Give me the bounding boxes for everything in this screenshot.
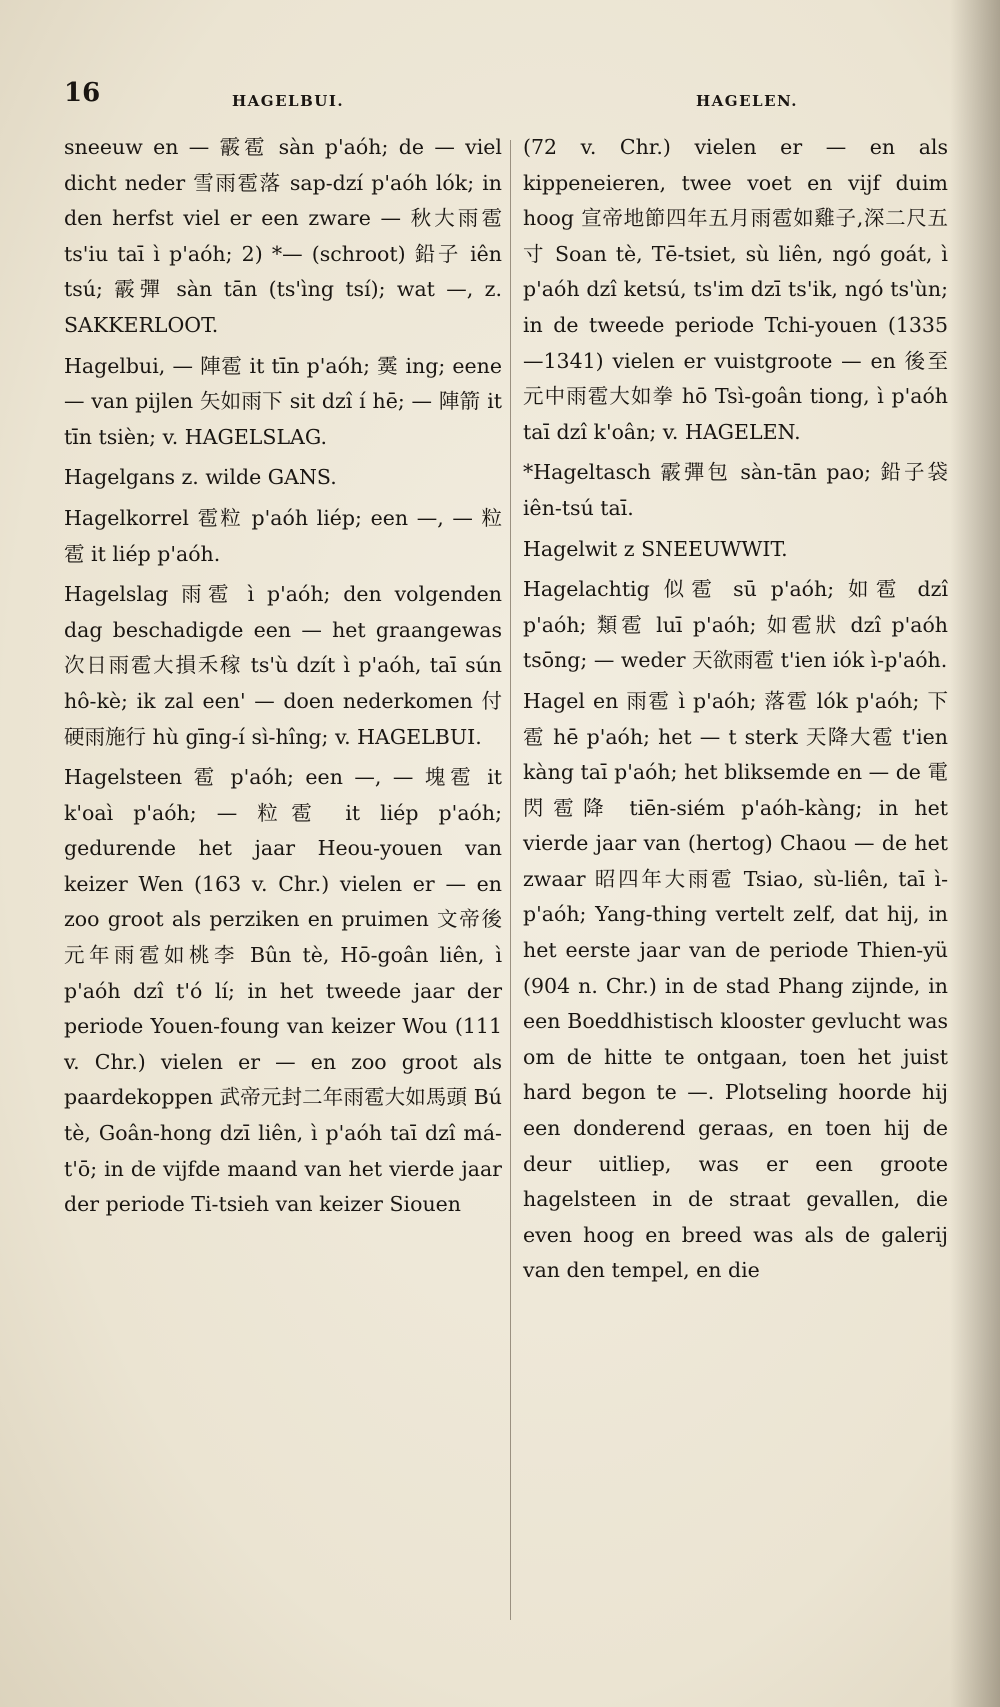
left-column [64,130,502,1223]
entry-hagelbui: Hagelbui, — 陣雹 it tīn p'aóh; 霙 ing; eene — van pijlen 矢如雨下 sit dzî í hē; — 陣箭 it tīn tsièn; v. HAGELSLAG. [64,353,502,449]
entry-hagelgans: Hagelgans z. wilde GANS. [64,465,337,490]
column-divider [510,140,511,1620]
right-column [523,130,948,1289]
entry-hagelwit: Hagelwit z SNEEUWWIT. [523,536,788,561]
entry-hagelachtig: Hagelachtig 似雹 sū p'aóh; 如雹 dzî p'aóh; 類雹 luī p'aóh; 如雹狀 dzî p'aóh tsōng; — weder 天欲雨雹 t'ien iók ì-p'aóh. [523,577,948,673]
entry-hagelkorrel: Hagelkorrel 雹粒 p'aóh liép; een —, — 粒雹 it liép p'aóh. [64,505,502,566]
entry-hagelsteen: Hagelsteen 雹 p'aóh; een —, — 塊雹 it k'oaì p'aóh; — 粒雹 it liép p'aóh; gedurende het jaar Heou-youen van keizer Wen (163 v. Chr.) vielen er — en zoo groot als perziken en pruimen 文帝後元年雨雹如桃李 Bûn tè, Hō-goân liên, ì p'aóh dzî t'ó lí; in het tweede jaar der periode Youen-foung van keizer Wou (111 v. Chr.) vielen er — en zoo groot als paardekoppen 武帝元封二年雨雹大如馬頭 Bú tè, Goân-hong dzī liên, ì p'aóh taī dzî má-t'ō; in de vijfde maand van het vierde jaar der periode Ti-tsieh van keizer Siouen [64,765,502,1217]
entry-hagelen: Hagel en 雨雹 ì p'aóh; 落雹 lók p'aóh; 下雹 hē p'aóh; het — t sterk 天降大雹 t'ien kàng taī p'aóh; het bliksemde en — de 電閃雹降 tiēn-siém p'aóh-kàng; in het vierde jaar van (hertog) Chaou — de het zwaar 昭四年大雨雹 Tsiao, sù-liên, taī ì-p'aóh; Yang-thing vertelt zelf, dat hij, in het eerste jaar van de periode Thien-yü (904 n. Chr.) in de stad Phang zijnde, in een Boeddhistisch klooster gevlucht was om de hitte te ontgaan, toen het juist hard begon te —. Plotseling hoorde hij een donderend geraas, en toen hij de deur uitliep, was er een groote hagelsteen in de straat gevallen, die even hoog en breed was als de galerij van den tempel, en die [523,688,948,1283]
entry-paragraph: (72 v. Chr.) vielen er — en als kippeneieren, twee voet en vijf duim hoog 宣帝地節四年五月雨雹如雞子,深二尺五寸 Soan tè, Tē-tsiet, sù liên, ngó goát, ì p'aóh dzî ketsú, ts'im dzī ts'ik, ngó ts'ùn; in de tweede periode Tchi-youen (1335—1341) vielen er vuistgroote — en 後至元中雨雹大如拳 hō Tsì-goân tiong, ì p'aóh taī dzî k'oân; v. HAGELEN. [523,135,948,444]
entry-hageltasch: *Hageltasch 霰彈包 sàn-tān pao; 鉛子袋 iên-tsú taī. [523,460,948,520]
page-edge-shadow [950,0,1000,1707]
page-number: 16 [64,78,101,108]
entry-hagelslag: Hagelslag 雨雹 ì p'aóh; den volgenden dag beschadigde een — het graangewas 次日雨雹大損禾稼 ts'ù dzít ì p'aóh, taī sún hô-kè; ik zal een' — doen nederkomen 付硬雨施行 hù gīng-í sì-hîng; v. HAGELBUI. [64,582,502,749]
running-head-left: HAGELBUI. [232,92,345,110]
entry-paragraph: sneeuw en — 霰雹 sàn p'aóh; de — viel dicht neder 雪雨雹落 sap-dzí p'aóh lók; in den herfst viel er een zware — 秋大雨雹 ts'iu taī ì p'aóh; 2) *— (schroot) 鉛子 iên tsú; 霰彈 sàn tān (ts'ìng tsí); wat —, z. SAKKERLOOT. [64,135,502,337]
running-head-right: HAGELEN. [696,92,799,110]
